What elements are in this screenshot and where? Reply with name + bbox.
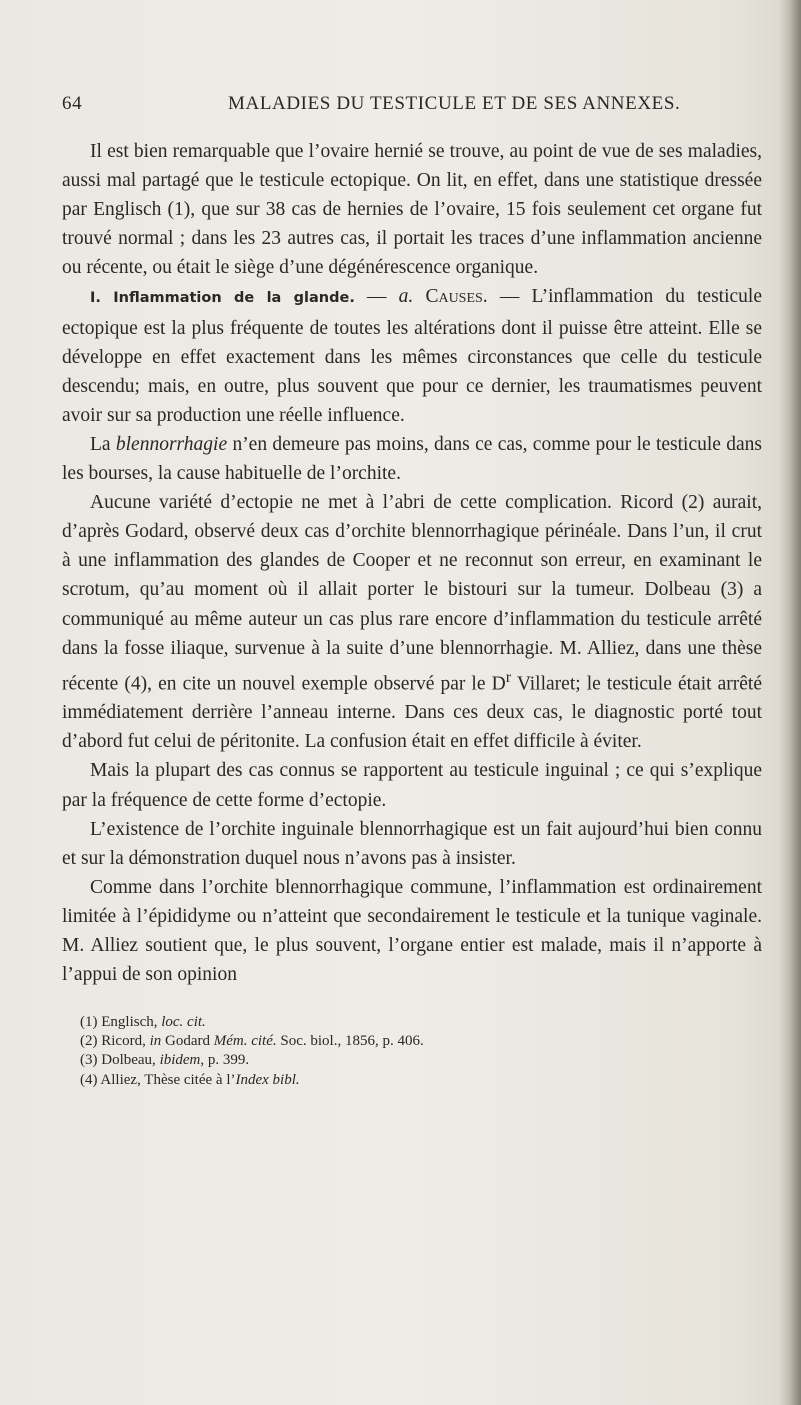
dash: — (487, 286, 532, 308)
page-header (62, 93, 762, 119)
footnote-1 (80, 1013, 760, 1032)
paragraph-epididyme: Comme dans l’orchite blennorrhagique commune, l’inflammation est ordinairement limitée à l’épididyme ou n’atteint que secondairement le testicule et la tunique vaginale. M. Alliez soutient que, le plus souvent, l’organe entier est malade, mais il n’apporte à l’appui de son opinion (62, 876, 762, 986)
text-run: (2) Ricord, (80, 1033, 150, 1050)
text-run: (3) Dolbeau, (80, 1052, 160, 1069)
paragraph-blennorrhagie (62, 430, 762, 488)
subsection-letter: a. (398, 286, 414, 308)
section-heading: I. Inflammation de la glande. (90, 290, 355, 307)
italic-term: blennorrhagie (115, 433, 228, 455)
text-run: (4) Alliez, Thèse citée à l’ (80, 1071, 236, 1088)
footnote-2 (80, 1032, 760, 1051)
text-run: n’en demeure pas moins, dans ce cas, comme pour le testicule dans les bourses, la cause habituelle de l’orchite. (62, 433, 762, 485)
footnote-3 (80, 1051, 760, 1070)
paragraph-existence: L’existence de l’orchite inguinale blennorrhagique est un fait aujourd’hui bien connu et sur la démonstration duquel nous n’avons pas à insister. (62, 818, 762, 869)
dash: — (354, 286, 399, 308)
italic-term: Index bibl. (235, 1071, 300, 1088)
page-edge-shadow (779, 0, 801, 1405)
text-run: Godard (161, 1033, 214, 1050)
footnote-4 (80, 1071, 760, 1090)
paragraph-section-inflammation (62, 282, 762, 429)
running-title: MALADIES DU TESTICULE ET DE SES ANNEXES. (228, 93, 681, 114)
paragraph-text: L’inflammation du testicule ectopique est la plus fréquente de toutes les altérations dont il puisse être atteint. Elle se développe en effet exactement dans les mêmes circonstances que celle du testicule descendu; mais, en outre, plus souvent que pour ce dernier, les traumatismes peuvent avoir sur sa production une réelle influence. (62, 286, 762, 426)
paragraph-ectopie-cases (62, 488, 762, 756)
italic-term: in (149, 1033, 162, 1050)
italic-term: ibidem (159, 1052, 201, 1069)
page-number: 64 (62, 93, 83, 114)
italic-term: loc. cit. (161, 1014, 206, 1030)
footnotes (80, 1013, 760, 1090)
paragraph-inguinal: Mais la plupart des cas connus se rapportent au testicule inguinal ; ce qui s’explique par la fréquence de cette forme d’ectopie. (62, 760, 762, 811)
text-run: Soc. biol., 1856, p. 406. (276, 1033, 424, 1050)
italic-term: Mém. cité. (213, 1033, 277, 1050)
paragraph-ovary: Il est bien remarquable que l’ovaire hernié se trouve, au point de vue de ses maladies, aussi mal partagé que le testicule ectopique. On lit, en effet, dans une statistique dressée par Englisch (1), que sur 38 cas de hernies de l’ovaire, 15 fois seulement cet organe fut trouvé normal ; dans les 23 autres cas, il portait les traces d’une inflammation ancienne ou récente, ou était le siège d’une dégénérescence organique. (62, 141, 762, 279)
main-text (62, 137, 762, 989)
text-run: La (90, 433, 116, 455)
text-run: Aucune variété d’ectopie ne met à l’abri de cette complication. Ricord (2) aurait, d’après Godard, observé deux cas d’orchite blennorrhagique périnéale. Dans l’un, il crut à une inflammation des glandes de Cooper et ne reconnut son erreur, en examinant le scrotum, qu’au moment où il allait porter le bistouri sur la tumeur. Dolbeau (3) a communiqué au même auteur un cas plus rare encore d’inflammation du testicule arrêté dans la fosse iliaque, survenue à la suite d’une blennorrhagie. M. Alliez, dans une thèse récente (4), en cite un nouvel exemple observé par le D (62, 492, 762, 695)
text-run: , p. 399. (200, 1052, 250, 1069)
subsection-title: Causes. (413, 286, 488, 308)
text-run: Villaret; le testicule était arrêté immédiatement derrière l’anneau interne. Dans ces deux cas, le diagnostic porté tout d’abord fut celui de péritonite. La confusion était en effet difficile à éviter. (62, 673, 762, 753)
superscript: r (505, 667, 512, 686)
text-run: (1) Englisch, (80, 1014, 162, 1030)
